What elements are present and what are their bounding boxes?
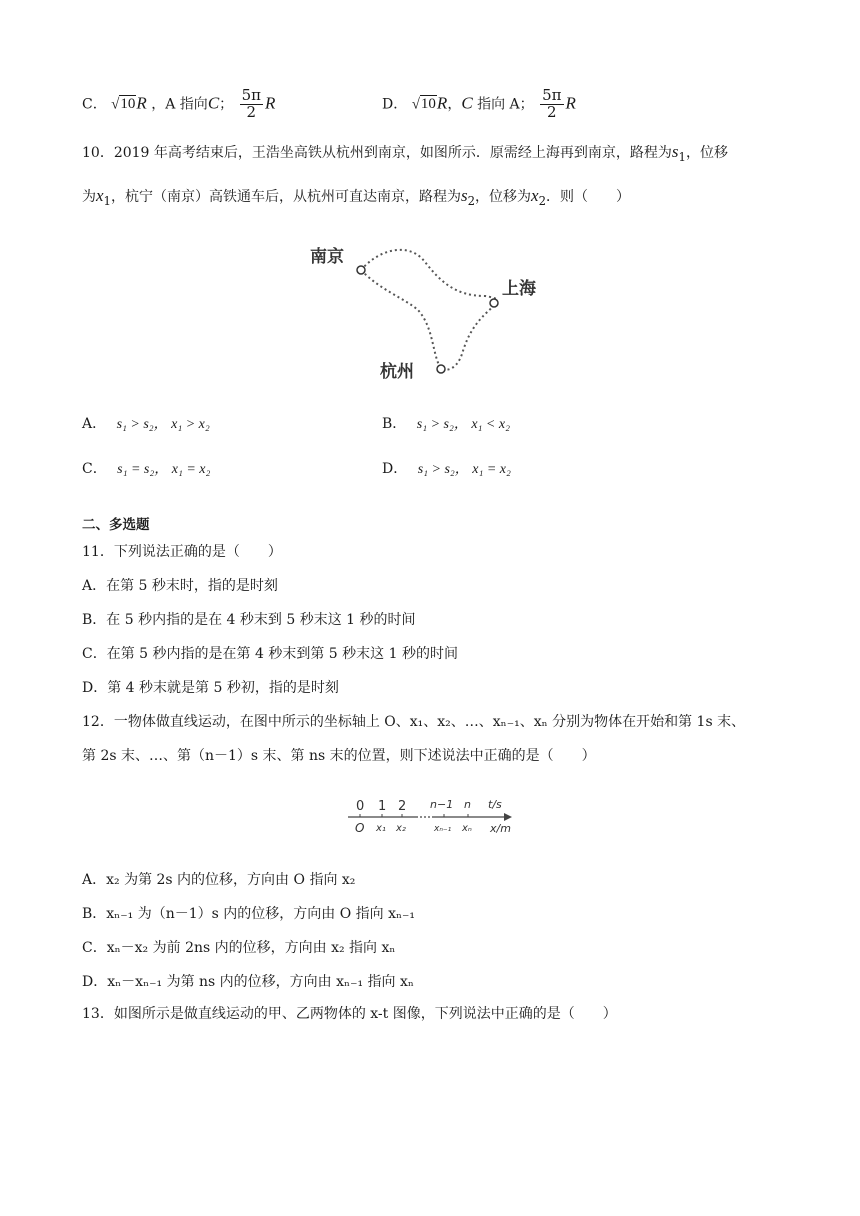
- point-c: C: [207, 93, 220, 113]
- comma: ，: [447, 96, 462, 113]
- x-label-1: x₁: [376, 823, 386, 834]
- subscript: 2: [467, 193, 476, 208]
- q10-text: ，杭宁（南京）高铁通车后，从杭州可直达南京，路程为: [110, 189, 461, 205]
- q12-stem-line2: 第 2s 末、…、第（n－1）s 末、第 ns 末的位置，则下述说法中正确的是（ ）: [82, 748, 596, 764]
- s1-symbol: s: [671, 142, 679, 161]
- option-text: s₁ > s₂， x₁ > x₂: [116, 417, 210, 432]
- t-label-2: 2: [398, 799, 407, 814]
- q9-option-c: [82, 88, 275, 121]
- q10-text: 10．2019 年高考结束后，王浩坐高铁从杭州到南京，如图所示．原需经上海再到南京，路程为: [82, 145, 672, 161]
- q12-option-d: D．xₙ－xₙ₋₁ 为第 ns 内的位移，方向由 xₙ₋₁ 指向 xₙ: [82, 974, 414, 990]
- q10-stem-line1: [82, 142, 728, 164]
- x2-symbol: x: [531, 186, 539, 205]
- q11-option-c: C．在第 5 秒内指的是在第 4 秒末到第 5 秒末这 1 秒的时间: [82, 646, 458, 662]
- q10-option-d: [382, 458, 511, 478]
- option-label: B．: [382, 416, 407, 432]
- q9-d-label: D．: [382, 96, 408, 113]
- shanghai-point: [490, 299, 498, 307]
- option-label: A．: [82, 416, 107, 432]
- option-text: s₁ = s₂， x₁ = x₂: [117, 462, 211, 477]
- subscript: 1: [103, 193, 111, 208]
- q10-text: ，位移: [685, 145, 728, 161]
- section-title: 二、多选题: [82, 517, 150, 533]
- x-label-n-1: xₙ₋₁: [434, 824, 452, 834]
- x-label-n: xₙ: [462, 823, 472, 834]
- x-unit-label: x/m: [490, 822, 511, 835]
- s2-symbol: s: [460, 186, 468, 205]
- x1-symbol: x: [96, 186, 104, 205]
- q12-option-b: B．xₙ₋₁ 为（n－1）s 内的位移，方向由 O 指向 xₙ₋₁: [82, 906, 416, 922]
- t-label-n-1: n−1: [430, 798, 454, 811]
- x-label-origin: O: [355, 821, 365, 835]
- route-map-figure: [300, 236, 560, 386]
- q10-option-b: [382, 413, 510, 433]
- radius-symbol: R: [265, 93, 276, 113]
- radius-symbol: R: [565, 93, 576, 113]
- axis-arrowhead: [504, 813, 512, 821]
- hangzhou-label: 杭州: [380, 362, 414, 382]
- q11-option-a: A．在第 5 秒末时，指的是时刻: [82, 578, 278, 594]
- radius-symbol: R: [136, 93, 147, 113]
- q9-option-d: [382, 88, 576, 121]
- shanghai-label: 上海: [502, 279, 536, 299]
- t-label-0: 0: [356, 799, 365, 814]
- time-position-axis-figure: [344, 790, 524, 842]
- q10-option-c: [82, 458, 210, 478]
- q13-stem: 13．如图所示是做直线运动的甲、乙两物体的 x-t 图像，下列说法中正确的是（ ）: [82, 1006, 617, 1022]
- subscript: 1: [678, 149, 686, 164]
- q10-text: ，位移为: [475, 189, 532, 205]
- q9-c-text: ，A 指向: [151, 96, 208, 113]
- x-label-2: x₂: [396, 823, 406, 834]
- t-label-n: n: [464, 798, 471, 811]
- q10-text: 为: [82, 189, 96, 205]
- q10-option-a: [82, 413, 210, 433]
- q10-text: ．则（ ）: [545, 189, 630, 205]
- fraction: $\frac{5\pi}{2}$: [542, 86, 562, 121]
- q10-stem-line2: [82, 186, 630, 208]
- q12-stem-line1: 12．一物体做直线运动，在图中所示的坐标轴上 O、x₁、x₂、…、xₙ₋₁、xₙ 分别为物体在开始和第 1s 末、: [82, 714, 746, 730]
- q11-option-d: D．第 4 秒末就是第 5 秒初，指的是时刻: [82, 680, 339, 696]
- t-label-1: 1: [378, 799, 387, 814]
- subscript: 2: [538, 193, 546, 208]
- radius-symbol: R: [436, 93, 448, 113]
- hangzhou-point: [437, 365, 445, 373]
- fraction: $\frac{5\pi}{2}$: [241, 86, 262, 121]
- route-path: [361, 250, 497, 370]
- option-text: s₁ > s₂， x₁ < x₂: [416, 417, 510, 432]
- t-unit-label: t/s: [488, 798, 502, 811]
- q12-option-a: A．x₂ 为第 2s 内的位移，方向由 O 指向 x₂: [82, 872, 356, 888]
- option-label: D．: [382, 461, 408, 477]
- nanjing-label: 南京: [310, 247, 344, 267]
- sqrt-expression: √10: [411, 96, 436, 113]
- option-label: C．: [82, 461, 107, 477]
- sqrt-expression: √10: [111, 96, 136, 113]
- semicolon: ；: [219, 96, 234, 113]
- q11-option-b: B．在 5 秒内指的是在 4 秒末到 5 秒末这 1 秒的时间: [82, 612, 416, 628]
- q12-option-c: C．xₙ－x₂ 为前 2ns 内的位移，方向由 x₂ 指向 xₙ: [82, 940, 396, 956]
- q9-c-label: C．: [82, 96, 107, 113]
- q11-stem: 11．下列说法正确的是（ ）: [82, 544, 282, 560]
- q9-d-text: 指向 A；: [472, 96, 534, 113]
- point-c: C: [461, 93, 473, 113]
- option-text: s₁ > s₂， x₁ = x₂: [417, 462, 511, 477]
- nanjing-point: [357, 266, 365, 274]
